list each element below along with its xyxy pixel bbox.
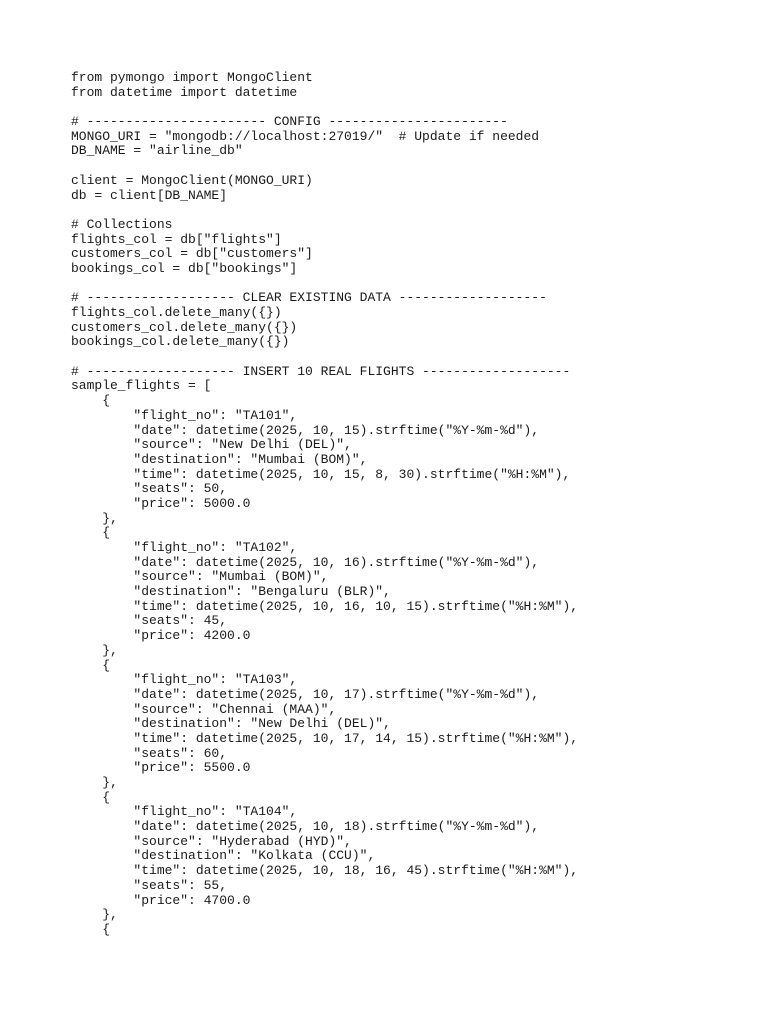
code-line: "seats": 60, [71, 745, 228, 761]
code-line: }, [71, 907, 118, 923]
code-line: "flight_no": "TA103", [71, 672, 298, 688]
code-line: "price": 4200.0 [71, 628, 251, 644]
code-line: client = MongoClient(MONGO_URI) [71, 172, 313, 188]
code-line: # ----------------------- CONFIG ----------------------- [71, 114, 508, 130]
code-line: "time": datetime(2025, 10, 17, 14, 15).strftime("%H:%M"), [71, 730, 579, 746]
code-line: "source": "New Delhi (DEL)", [71, 437, 352, 453]
code-line: "time": datetime(2025, 10, 18, 16, 45).strftime("%H:%M"), [71, 863, 579, 879]
code-line: { [71, 525, 111, 541]
code-line: "destination": "Mumbai (BOM)", [71, 451, 368, 467]
code-line: "source": "Chennai (MAA)", [71, 701, 337, 717]
code-line: flights_col.delete_many({}) [71, 305, 282, 320]
code-line [71, 350, 578, 365]
code-line: customers_col.delete_many({}) [71, 319, 298, 335]
code-line: "destination": "New Delhi (DEL)", [71, 716, 391, 732]
code-line: # ------------------- INSERT 10 REAL FLIGHTS ------------------- [71, 363, 571, 379]
code-line: "flight_no": "TA102", [71, 540, 298, 555]
code-line: "seats": 50, [71, 481, 228, 497]
code-line: }, [71, 775, 118, 790]
code-line: }, [71, 642, 118, 658]
code-line: "seats": 55, [71, 877, 228, 893]
code-line: "destination": "Bengaluru (BLR)", [71, 584, 391, 600]
code-line: DB_NAME = "airline_db" [71, 143, 243, 159]
code-line: "price": 4700.0 [71, 892, 251, 908]
code-line: "seats": 45, [71, 613, 228, 629]
code-line: { [71, 393, 111, 409]
code-line: from pymongo import MongoClient [71, 70, 313, 85]
code-line: flights_col = db["flights"] [71, 231, 282, 247]
code-line: "flight_no": "TA101", [71, 407, 298, 423]
code-line: "time": datetime(2025, 10, 15, 8, 30).strftime("%H:%M"), [71, 466, 571, 482]
code-line: sample_flights = [ [71, 378, 212, 394]
code-line: "destination": "Kolkata (CCU)", [71, 848, 376, 864]
code-line [71, 159, 578, 174]
code-line: { [71, 789, 111, 805]
code-line: "date": datetime(2025, 10, 15).strftime("%Y-%m-%d"), [71, 422, 540, 438]
code-line: bookings_col = db["bookings"] [71, 260, 298, 276]
code-line: "price": 5500.0 [71, 760, 251, 776]
code-line: bookings_col.delete_many({}) [71, 334, 290, 350]
code-line [71, 277, 578, 292]
code-line: "date": datetime(2025, 10, 17).strftime("%Y-%m-%d"), [71, 686, 540, 702]
code-line: "date": datetime(2025, 10, 18).strftime("%Y-%m-%d"), [71, 819, 540, 835]
code-line [71, 203, 578, 218]
code-line: # ------------------- CLEAR EXISTING DATA ------------------- [71, 290, 547, 306]
code-line: MONGO_URI = "mongodb://localhost:27019/" # Update if needed [71, 128, 540, 144]
code-line: "flight_no": "TA104", [71, 804, 298, 820]
code-line: "source": "Mumbai (BOM)", [71, 569, 329, 585]
code-line: { [71, 657, 111, 673]
code-line: "source": "Hyderabad (HYD)", [71, 833, 352, 849]
code-line [71, 100, 578, 115]
code-line: from datetime import datetime [71, 84, 298, 100]
code-line: "date": datetime(2025, 10, 16).strftime("%Y-%m-%d"), [71, 554, 540, 570]
code-line: { [71, 921, 111, 937]
code-line: customers_col = db["customers"] [71, 246, 313, 262]
code-line: "time": datetime(2025, 10, 16, 10, 15).strftime("%H:%M"), [71, 598, 579, 614]
code-line: "price": 5000.0 [71, 495, 251, 511]
code-line: db = client[DB_NAME] [71, 187, 228, 203]
code-line: # Collections [71, 216, 173, 232]
code-line: }, [71, 510, 118, 526]
code-listing [71, 71, 578, 938]
